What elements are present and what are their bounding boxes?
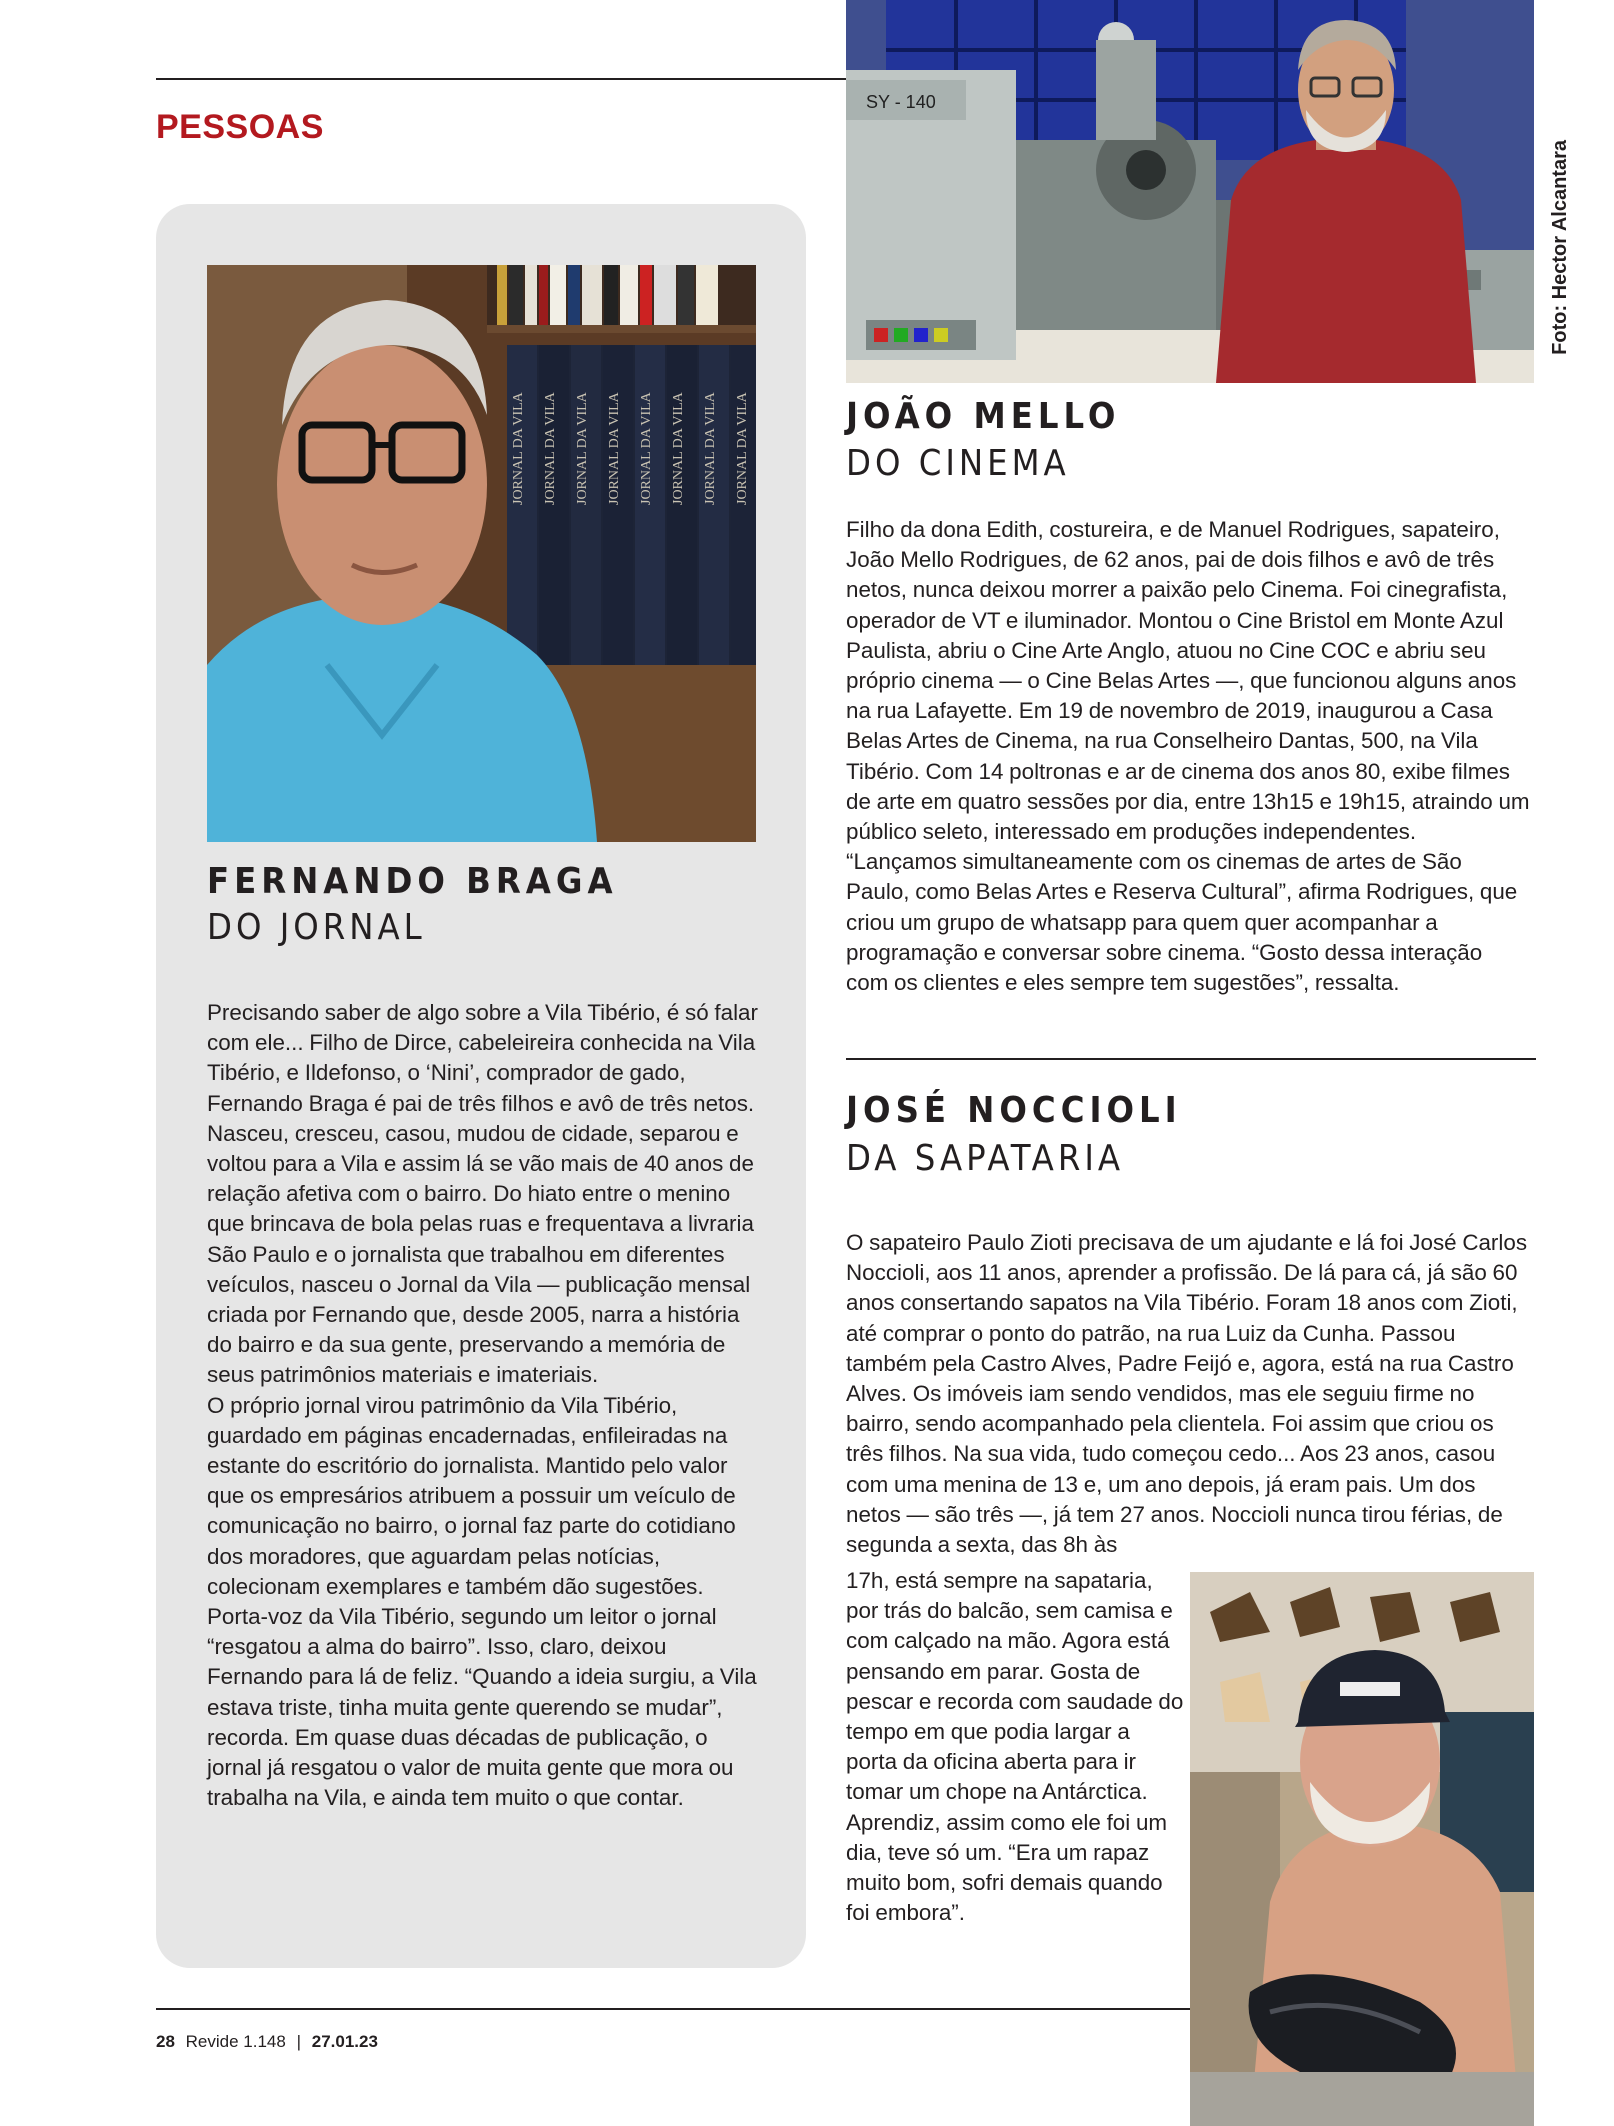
svg-text:JORNAL DA VILA: JORNAL DA VILA xyxy=(511,392,526,505)
page-footer xyxy=(156,2032,378,2052)
joao-text: Filho da dona Edith, costureira, e de Manuel Rodrigues, sapateiro, João Mello Rodrigues, de 62 anos, pai de dois filhos e avô de três netos, nunca deixou morrer a paixão pelo Cinema. Foi cinegrafista, operador de VT e iluminador. Montou o Cine Bristol em Monte Azul Paulista, abriu o Cine Arte Anglo, atuou no Cine COC e abriu seu próprio cinema — o Cine Belas Artes —, que funcionou alguns anos na rua Lafayette. Em 19 de novembro de 2019, inaugurou a Casa Belas Artes de Cinema, na rua Conselheiro Dantas, 500, na Vila Tibério. Com 14 poltronas e ar de cinema dos anos 80, exibe filmes de arte em quatro sessões por dia, entre 13h15 e 19h15, atraindo um público seleto, interessado em produções independentes. “Lançamos simultaneamente com os cinemas de artes de São Paulo, como Belas Artes e Reserva Cultural”, afirma Rodrigues, que criou um grupo de whatsapp para quem quer acompanhar a programação e conversar sobre cinema. “Gosto dessa interação com os clientes e eles sempre tem sugestões”, ressalta. xyxy=(846,517,1530,996)
svg-text:JORNAL DA VILA: JORNAL DA VILA xyxy=(735,392,750,505)
photo-credit: Foto: Hector Alcantara xyxy=(1549,140,1571,355)
svg-text:JORNAL DA VILA: JORNAL DA VILA xyxy=(607,392,622,505)
fernando-text: Precisando saber de algo sobre a Vila Tibério, é só falar com ele... Filho de Dirce, cabeleireira conhecida na Vila Tibério, e Ildefonso, o ‘Nini’, comprador de gado, Fernando Braga é pai de três filhos e avô de três netos. Nasceu, cresceu, casou, mudou de cidade, separou e voltou para a Vila e assim lá se vão mais de 40 anos de relação afetiva com o bairro. Do hiato entre o menino que brincava de bola pelas ruas e frequentava a livraria São Paulo e o jornalista que trabalhou em diferentes veículos, nasceu o Jornal da Vila — publicação mensal criada por Fernando que, desde 2005, narra a história do bairro e da sua gente, preservando a memória de seus patrimônios materiais e imateriais. O próprio jornal virou patrimônio da Vila Tibério, guardado em páginas encadernadas, enfileiradas na estante do escritório do jornalista. Mantido pelo valor que os empresários atribuem a possuir um veículo de comunicação no bairro, o jornal faz parte do cotidiano dos moradores, que aguardam pelas notícias, colecionam exemplares e também dão sugestões. Porta-voz da Vila Tibério, segundo um leitor o jornal “resgatou a alma do bairro”. Isso, claro, deixou Fernando para lá de feliz. “Quando a ideia surgiu, a Vila estava triste, tinha muita gente querendo se mudar”, recorda. Em quase duas décadas de publicação, o jornal já resgatou o valor de muita gente que mora ou trabalha na Vila, e ainda tem muito o que contar. xyxy=(207,1000,758,1811)
svg-text:SY - 140: SY - 140 xyxy=(866,92,936,112)
fernando-photo xyxy=(207,265,756,842)
footer-rule xyxy=(156,2008,1190,2010)
jose-role: DA SAPATARIA xyxy=(846,1138,1125,1179)
section-title: PESSOAS xyxy=(156,108,324,146)
jornal-da-vila-books xyxy=(507,345,756,665)
header-rule xyxy=(156,78,846,80)
joao-name: JOÃO MELLO xyxy=(846,396,1121,437)
jose-name: JOSÉ NOCCIOLI xyxy=(846,1090,1182,1131)
svg-text:JORNAL DA VILA: JORNAL DA VILA xyxy=(543,392,558,505)
fernando-name: FERNANDO BRAGA xyxy=(207,861,618,902)
jose-photo xyxy=(1190,1572,1534,2126)
svg-text:JORNAL DA VILA: JORNAL DA VILA xyxy=(703,392,718,505)
magazine-issue: Revide 1.148 xyxy=(185,2032,286,2051)
svg-text:JORNAL DA VILA: JORNAL DA VILA xyxy=(575,392,590,505)
svg-text:JORNAL DA VILA: JORNAL DA VILA xyxy=(671,392,686,505)
section-divider xyxy=(846,1058,1536,1060)
footer-separator: | xyxy=(296,2032,301,2051)
svg-text:JORNAL DA VILA: JORNAL DA VILA xyxy=(639,392,654,505)
issue-date: 27.01.23 xyxy=(311,2032,378,2051)
joao-photo xyxy=(846,0,1534,383)
jose-text-bottom: 17h, está sempre na sapataria, por trás do balcão, sem camisa e com calçado na mão. Agora está pensando em parar. Gosta de pescar e recorda com saudade do tempo em que podia largar a porta da oficina aberta para ir tomar um chope na Antárctica. Aprendiz, assim como ele foi um dia, teve só um. “Era um rapaz muito bom, sofri demais quando foi embora”. xyxy=(846,1568,1184,1926)
page-number: 28 xyxy=(156,2032,175,2051)
joao-role: DO CINEMA xyxy=(846,443,1070,484)
jose-text-top: O sapateiro Paulo Zioti precisava de um ajudante e lá foi José Carlos Noccioli, aos 11 anos, aprender a profissão. De lá para cá, já são 60 anos consertando sapatos na Vila Tibério. Foram 18 anos com Zioti, até comprar o ponto do patrão, na rua Luiz da Cunha. Passou também pela Castro Alves, Padre Feijó e, agora, está na rua Castro Alves. Os imóveis iam sendo vendidos, mas ele seguiu firme no bairro, sendo acompanhado pela clientela. Foi assim que criou os três filhos. Na sua vida, tudo começou cedo... Aos 23 anos, casou com uma menina de 13 e, um ano depois, já eram pais. Um dos netos — são três —, já tem 27 anos. Noccioli nunca tirou férias, de segunda a sexta, das 8h às xyxy=(846,1230,1528,1558)
fernando-role: DO JORNAL xyxy=(207,907,426,948)
